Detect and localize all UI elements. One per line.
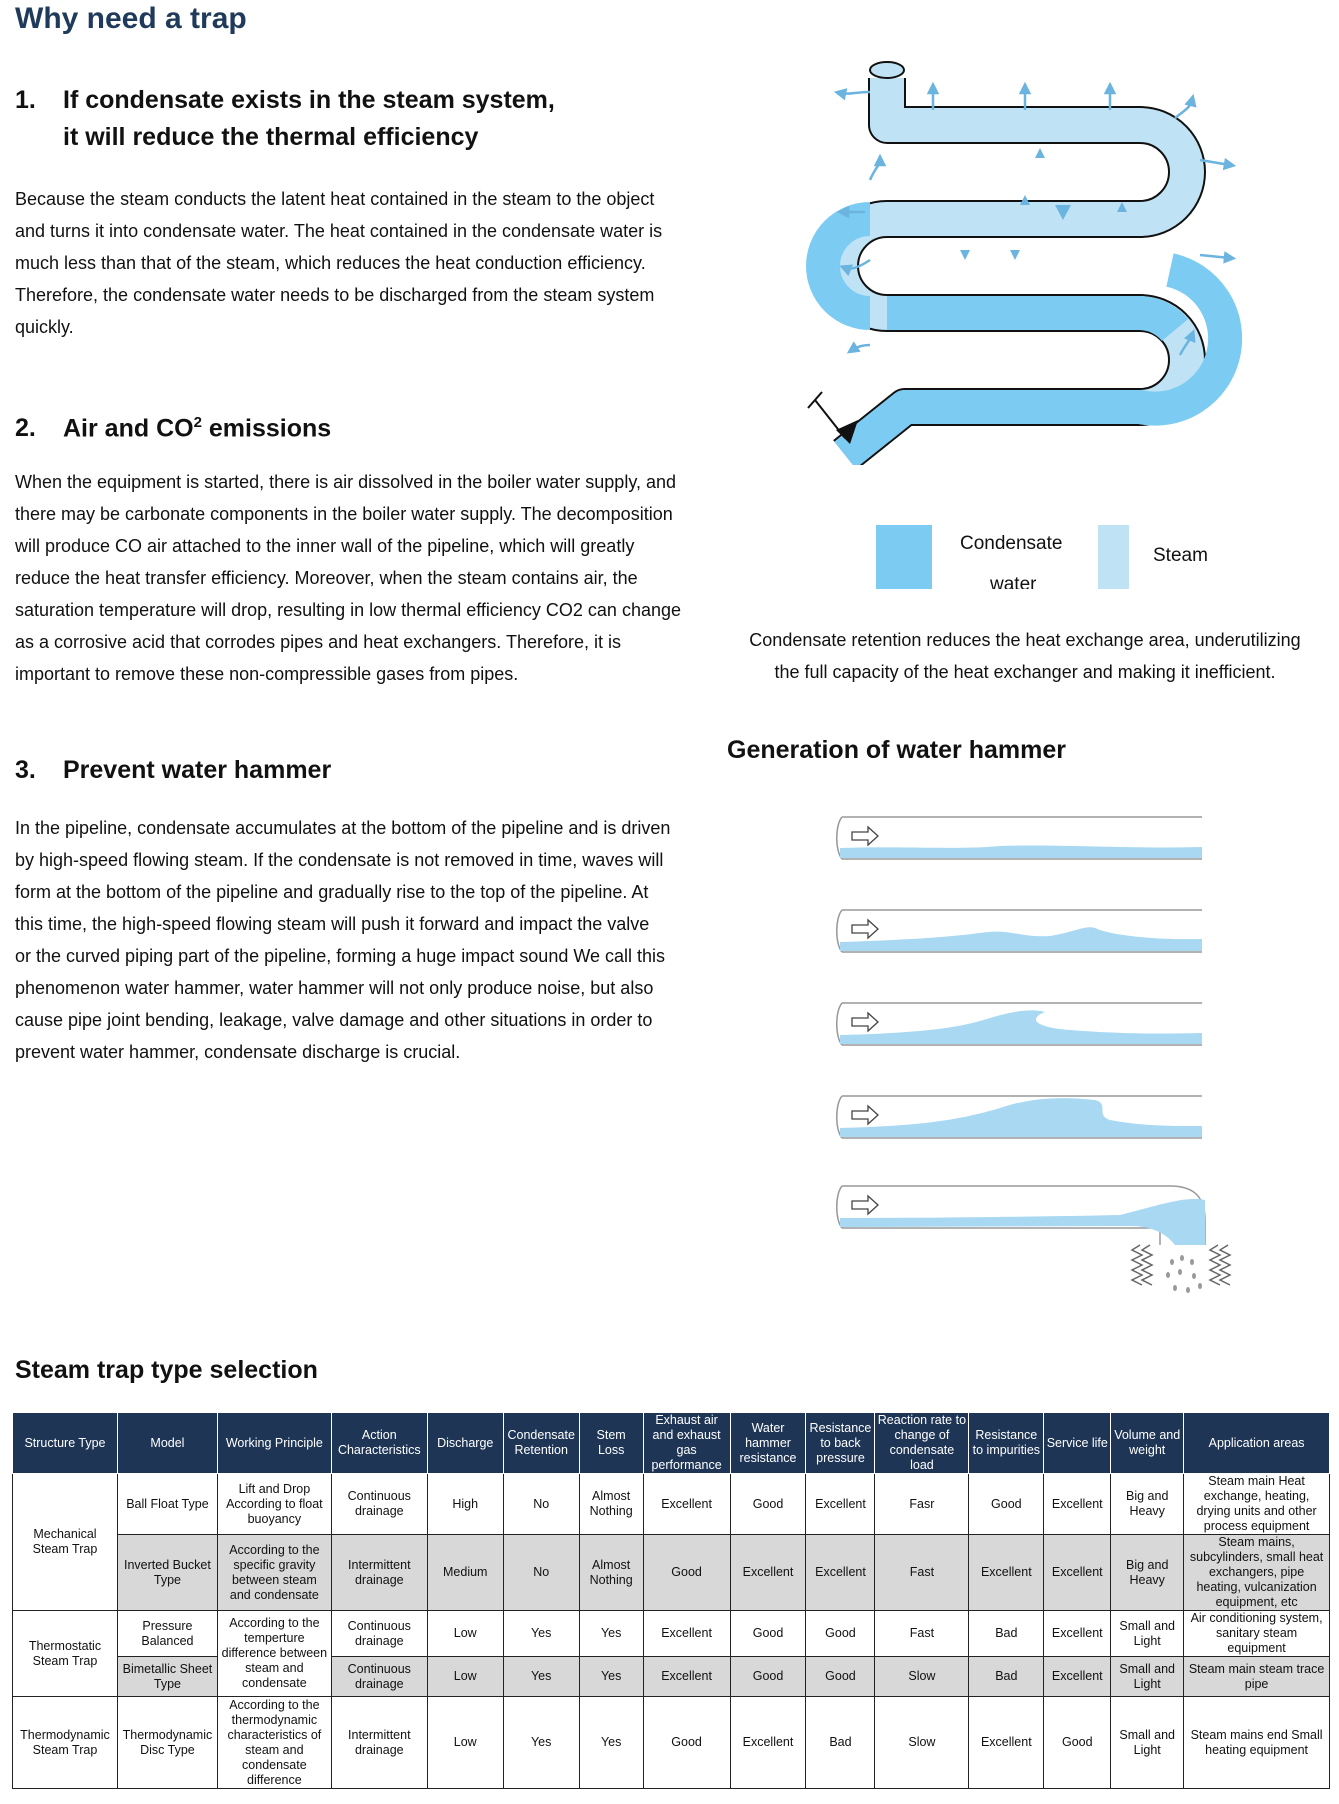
body-line: prevent water hammer, condensate discharge is crucial. bbox=[15, 1042, 461, 1062]
condensate-wave bbox=[840, 1010, 1202, 1044]
column-header: Condensate Retention bbox=[503, 1413, 579, 1474]
section-title-superscript: 2 bbox=[193, 414, 202, 431]
structure-type-cell: Thermostatic Steam Trap bbox=[13, 1611, 118, 1697]
model-cell: Inverted Bucket Type bbox=[117, 1535, 217, 1611]
section-title-line: it will reduce the thermal efficiency bbox=[63, 123, 479, 151]
impact-vibration-icon bbox=[1132, 1245, 1230, 1285]
retention-cell: Yes bbox=[503, 1697, 579, 1789]
life-cell: Excellent bbox=[1044, 1535, 1111, 1611]
exhaust-cell: Good bbox=[643, 1697, 730, 1789]
action-cell: Continuous drainage bbox=[331, 1611, 427, 1657]
heat-arrow bbox=[1200, 255, 1230, 258]
body-line: there may be carbonate components in the boiler water supply. The decomposition bbox=[15, 504, 673, 524]
retention-cell: Yes bbox=[503, 1611, 579, 1657]
application-cell: Steam mains, subcylinders, small heat exchangers, pipe heating, vulcanization equipment, etc bbox=[1184, 1535, 1330, 1611]
heat-arrow bbox=[852, 345, 870, 350]
water-hammer-cell: Good bbox=[730, 1611, 806, 1657]
impurities-cell: Good bbox=[969, 1474, 1044, 1535]
impurities-cell: Bad bbox=[969, 1611, 1044, 1657]
section-title-suffix: emissions bbox=[201, 414, 332, 443]
column-header: Resistance to back pressure bbox=[806, 1413, 875, 1474]
flow-arrow-icon bbox=[1010, 250, 1020, 260]
heat-arrow bbox=[870, 160, 880, 180]
model-cell: Ball Float Type bbox=[117, 1474, 217, 1535]
condensate-wave bbox=[840, 927, 1202, 951]
column-header: Resistance to impurities bbox=[969, 1413, 1044, 1474]
body-line: quickly. bbox=[15, 317, 74, 337]
body-line: phenomenon water hammer, water hammer will not only produce noise, but also bbox=[15, 978, 654, 998]
table-row bbox=[13, 1697, 1330, 1789]
column-header: Model bbox=[117, 1413, 217, 1474]
impurities-cell: Bad bbox=[969, 1657, 1044, 1697]
action-cell: Continuous drainage bbox=[331, 1657, 427, 1697]
model-cell: Bimetallic Sheet Type bbox=[117, 1657, 217, 1697]
water-hammer-cell: Good bbox=[730, 1657, 806, 1697]
flow-arrow-icon bbox=[852, 827, 878, 845]
caption-line: Condensate retention reduces the heat exchange area, underutilizing bbox=[749, 630, 1301, 650]
legend-steam-label: Steam bbox=[1153, 545, 1208, 566]
impurities-cell: Excellent bbox=[969, 1535, 1044, 1611]
flow-arrow-icon bbox=[852, 920, 878, 938]
back-pressure-cell: Good bbox=[806, 1611, 875, 1657]
body-line: saturation temperature will drop, resulting in low thermal efficiency CO2 can change bbox=[15, 600, 681, 620]
stem-loss-cell: Almost Nothing bbox=[579, 1535, 643, 1611]
principle-cell: Lift and Drop According to float buoyancy bbox=[217, 1474, 331, 1535]
retention-cell: No bbox=[503, 1535, 579, 1611]
flow-arrow-icon bbox=[1035, 148, 1045, 158]
retention-cell: Yes bbox=[503, 1657, 579, 1697]
body-line: and turns it into condensate water. The heat contained in the condensate water is bbox=[15, 221, 663, 241]
volume-cell: Big and Heavy bbox=[1111, 1474, 1184, 1535]
flow-arrow-icon bbox=[852, 1013, 878, 1031]
body-line: as a corrosive acid that corrodes pipes and heat exchangers. Therefore, it is bbox=[15, 632, 621, 652]
body-line: Because the steam conducts the latent heat contained in the steam to the object bbox=[15, 189, 655, 209]
page-title: Why need a trap bbox=[15, 2, 247, 35]
section-3-title bbox=[15, 752, 331, 789]
body-line: Therefore, the condensate water needs to be discharged from the steam system bbox=[15, 285, 655, 305]
column-header: Application areas bbox=[1184, 1413, 1330, 1474]
pipe-condensate-fill bbox=[887, 313, 1175, 330]
heat-arrow bbox=[840, 92, 870, 94]
steam-trap-table bbox=[12, 1412, 1330, 1789]
water-hammer-cell: Excellent bbox=[730, 1535, 806, 1611]
body-line: by high-speed flowing steam. If the condensate is not removed in time, waves will bbox=[15, 850, 664, 870]
exhaust-cell: Good bbox=[643, 1535, 730, 1611]
body-line: important to remove these non-compressible gases from pipes. bbox=[15, 664, 519, 684]
column-header: Volume and weight bbox=[1111, 1413, 1184, 1474]
column-header: Structure Type bbox=[13, 1413, 118, 1474]
life-cell: Excellent bbox=[1044, 1611, 1111, 1657]
discharge-cell: Low bbox=[427, 1697, 503, 1789]
table-header-row bbox=[13, 1413, 1330, 1474]
table-row bbox=[13, 1657, 1330, 1697]
model-cell: Pressure Balanced bbox=[117, 1611, 217, 1657]
section-number: 3. bbox=[15, 756, 36, 784]
body-line: this time, the high-speed flowing steam will push it forward and impact the valve bbox=[15, 914, 650, 934]
condensate-layer bbox=[840, 846, 1202, 858]
life-cell: Excellent bbox=[1044, 1474, 1111, 1535]
impurities-cell: Excellent bbox=[969, 1697, 1044, 1789]
heat-exchanger-pipe-diagram bbox=[800, 45, 1260, 465]
body-line: or the curved piping part of the pipeline, forming a huge impact sound We call this bbox=[15, 946, 666, 966]
reaction-cell: Fasr bbox=[875, 1474, 969, 1535]
discharge-cell: High bbox=[427, 1474, 503, 1535]
exhaust-cell: Excellent bbox=[643, 1611, 730, 1657]
figure-2-title: Generation of water hammer bbox=[727, 736, 1066, 764]
discharge-cell: Low bbox=[427, 1611, 503, 1657]
legend-condensate-swatch bbox=[876, 525, 932, 589]
section-1-title bbox=[15, 82, 715, 156]
back-pressure-cell: Excellent bbox=[806, 1474, 875, 1535]
volume-cell: Small and Light bbox=[1111, 1657, 1184, 1697]
application-cell: Steam mains end Small heating equipment bbox=[1184, 1697, 1330, 1789]
principle-cell: According to the specific gravity between steam and condensate bbox=[217, 1535, 331, 1611]
body-line: In the pipeline, condensate accumulates at the bottom of the pipeline and is driven bbox=[15, 818, 671, 838]
back-pressure-cell: Bad bbox=[806, 1697, 875, 1789]
exhaust-cell: Excellent bbox=[643, 1657, 730, 1697]
reaction-cell: Slow bbox=[875, 1657, 969, 1697]
discharge-cell: Medium bbox=[427, 1535, 503, 1611]
water-hammer-cell: Good bbox=[730, 1474, 806, 1535]
legend-steam-swatch bbox=[1098, 525, 1129, 589]
water-hammer-cell: Excellent bbox=[730, 1697, 806, 1789]
back-pressure-cell: Excellent bbox=[806, 1535, 875, 1611]
condensate-wave bbox=[840, 1098, 1202, 1137]
principle-cell: According to the temperture difference between steam and condensate bbox=[217, 1611, 331, 1697]
life-cell: Good bbox=[1044, 1697, 1111, 1789]
application-cell: Air conditioning system, sanitary steam equipment bbox=[1184, 1611, 1330, 1657]
volume-cell: Small and Light bbox=[1111, 1697, 1184, 1789]
body-line: When the equipment is started, there is air dissolved in the boiler water supply, and bbox=[15, 472, 677, 492]
stem-loss-cell: Yes bbox=[579, 1611, 643, 1657]
action-cell: Continuous drainage bbox=[331, 1474, 427, 1535]
principle-cell: According to the thermodynamic characteristics of steam and condensate difference bbox=[217, 1697, 331, 1789]
section-2-title bbox=[15, 404, 331, 447]
stem-loss-cell: Almost Nothing bbox=[579, 1474, 643, 1535]
water-droplets bbox=[1166, 1255, 1202, 1293]
table-row bbox=[13, 1535, 1330, 1611]
discharge-cell: Low bbox=[427, 1657, 503, 1697]
body-line: cause pipe joint bending, leakage, valve damage and other situations in order to bbox=[15, 1010, 653, 1030]
column-header: Working Principle bbox=[217, 1413, 331, 1474]
section-title-text: Air and CO bbox=[63, 414, 194, 443]
retention-cell: No bbox=[503, 1474, 579, 1535]
structure-type-cell: Mechanical Steam Trap bbox=[13, 1474, 118, 1611]
water-hammer-diagram bbox=[830, 805, 1250, 1315]
column-header: Exhaust air and exhaust gas performance bbox=[643, 1413, 730, 1474]
column-header: Action Characteristics bbox=[331, 1413, 427, 1474]
reaction-cell: Slow bbox=[875, 1697, 969, 1789]
column-header: Stem Loss bbox=[579, 1413, 643, 1474]
application-cell: Steam main steam trace pipe bbox=[1184, 1657, 1330, 1697]
volume-cell: Small and Light bbox=[1111, 1611, 1184, 1657]
legend-condensate-label-line2: water bbox=[990, 574, 1037, 589]
back-pressure-cell: Good bbox=[806, 1657, 875, 1697]
column-header: Discharge bbox=[427, 1413, 503, 1474]
reaction-cell: Fast bbox=[875, 1535, 969, 1611]
life-cell: Excellent bbox=[1044, 1657, 1111, 1697]
section-title-line: If condensate exists in the steam system, bbox=[63, 86, 555, 114]
flow-arrow-icon bbox=[852, 1106, 878, 1124]
structure-type-cell: Thermodynamic Steam Trap bbox=[13, 1697, 118, 1789]
table-title: Steam trap type selection bbox=[15, 1356, 318, 1384]
pipe-inlet bbox=[870, 62, 904, 78]
section-title-text: Prevent water hammer bbox=[63, 756, 332, 784]
stem-loss-cell: Yes bbox=[579, 1697, 643, 1789]
heat-arrow bbox=[1175, 100, 1192, 118]
exhaust-cell: Excellent bbox=[643, 1474, 730, 1535]
legend-condensate-label: Condensate bbox=[960, 533, 1063, 554]
body-line: form at the bottom of the pipeline and gradually rise to the top of the pipeline. At bbox=[15, 882, 649, 902]
caption-line: the full capacity of the heat exchanger and making it inefficient. bbox=[774, 662, 1276, 682]
table-row bbox=[13, 1474, 1330, 1535]
section-3-body bbox=[15, 812, 735, 1068]
figure-1-caption bbox=[730, 624, 1320, 688]
table-row bbox=[13, 1611, 1330, 1657]
action-cell: Intermittent drainage bbox=[331, 1535, 427, 1611]
section-number: 1. bbox=[15, 86, 36, 114]
body-line: much less than that of the steam, which reduces the heat conduction efficiency. bbox=[15, 253, 646, 273]
body-line: reduce the heat transfer efficiency. Moreover, when the steam contains air, the bbox=[15, 568, 638, 588]
condensate-surge bbox=[840, 1199, 1205, 1245]
application-cell: Steam main Heat exchange, heating, drying units and other process equipment bbox=[1184, 1474, 1330, 1535]
action-cell: Intermittent drainage bbox=[331, 1697, 427, 1789]
column-header: Water hammer resistance bbox=[730, 1413, 806, 1474]
section-number: 2. bbox=[15, 414, 36, 443]
column-header: Service life bbox=[1044, 1413, 1111, 1474]
model-cell: Thermodynamic Disc Type bbox=[117, 1697, 217, 1789]
flow-arrow-icon bbox=[852, 1196, 878, 1214]
stem-loss-cell: Yes bbox=[579, 1657, 643, 1697]
section-2-body bbox=[15, 466, 735, 690]
body-line: will produce CO air attached to the inner wall of the pipeline, which will greatly bbox=[15, 536, 635, 556]
column-header: Reaction rate to change of condensate load bbox=[875, 1413, 969, 1474]
section-1-body bbox=[15, 183, 735, 343]
volume-cell: Big and Heavy bbox=[1111, 1535, 1184, 1611]
reaction-cell: Fast bbox=[875, 1611, 969, 1657]
flow-arrow-icon bbox=[960, 250, 970, 260]
